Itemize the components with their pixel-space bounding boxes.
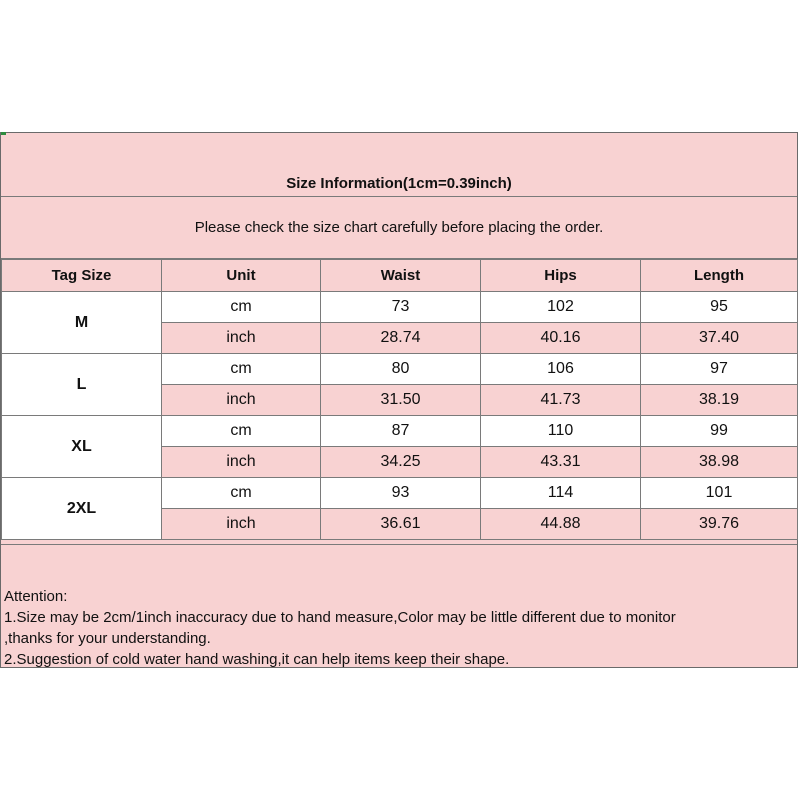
hips-cell: 102 [481,292,641,323]
title-row [1,133,797,197]
hips-cell: 110 [481,416,641,447]
hips-cell: 43.31 [481,447,641,478]
unit-cell: inch [162,385,321,416]
notes-heading: Attention: [4,588,68,605]
length-cell: 37.40 [641,323,798,354]
header-unit: Unit [162,260,321,292]
hips-cell: 106 [481,354,641,385]
unit-cell: cm [162,416,321,447]
note-line: ,thanks for your understanding. [4,630,211,647]
hips-cell: 44.88 [481,509,641,540]
size-table [1,259,798,540]
waist-cell: 34.25 [321,447,481,478]
length-cell: 99 [641,416,798,447]
hips-cell: 40.16 [481,323,641,354]
chart-title: Size Information(1cm=0.39inch) [286,175,512,192]
waist-cell: 36.61 [321,509,481,540]
subtitle-row [1,197,797,259]
header-length: Length [641,260,798,292]
header-hips: Hips [481,260,641,292]
waist-cell: 73 [321,292,481,323]
notes-text [4,586,676,670]
notes-section [1,544,797,668]
length-cell: 95 [641,292,798,323]
header-waist: Waist [321,260,481,292]
tag-size-cell: L [2,354,162,416]
table-row [2,478,798,509]
waist-cell: 28.74 [321,323,481,354]
length-cell: 38.19 [641,385,798,416]
unit-cell: inch [162,323,321,354]
waist-cell: 31.50 [321,385,481,416]
table-row [2,416,798,447]
header-tag-size: Tag Size [2,260,162,292]
unit-cell: cm [162,478,321,509]
unit-cell: cm [162,354,321,385]
tag-size-cell: 2XL [2,478,162,540]
waist-cell: 80 [321,354,481,385]
note-line: 2.Suggestion of cold water hand washing,it can help items keep their shape. [4,651,510,668]
waist-cell: 87 [321,416,481,447]
unit-cell: inch [162,447,321,478]
unit-cell: cm [162,292,321,323]
length-cell: 97 [641,354,798,385]
table-row [2,354,798,385]
length-cell: 39.76 [641,509,798,540]
tag-size-cell: M [2,292,162,354]
hips-cell: 114 [481,478,641,509]
hips-cell: 41.73 [481,385,641,416]
table-header-row [2,260,798,292]
tag-size-cell: XL [2,416,162,478]
table-row [2,292,798,323]
unit-cell: inch [162,509,321,540]
note-line: 1.Size may be 2cm/1inch inaccuracy due to hand measure,Color may be little different due to monitor [4,609,676,626]
length-cell: 38.98 [641,447,798,478]
chart-subtitle: Please check the size chart carefully before placing the order. [194,219,604,236]
waist-cell: 93 [321,478,481,509]
size-chart [0,132,798,668]
length-cell: 101 [641,478,798,509]
